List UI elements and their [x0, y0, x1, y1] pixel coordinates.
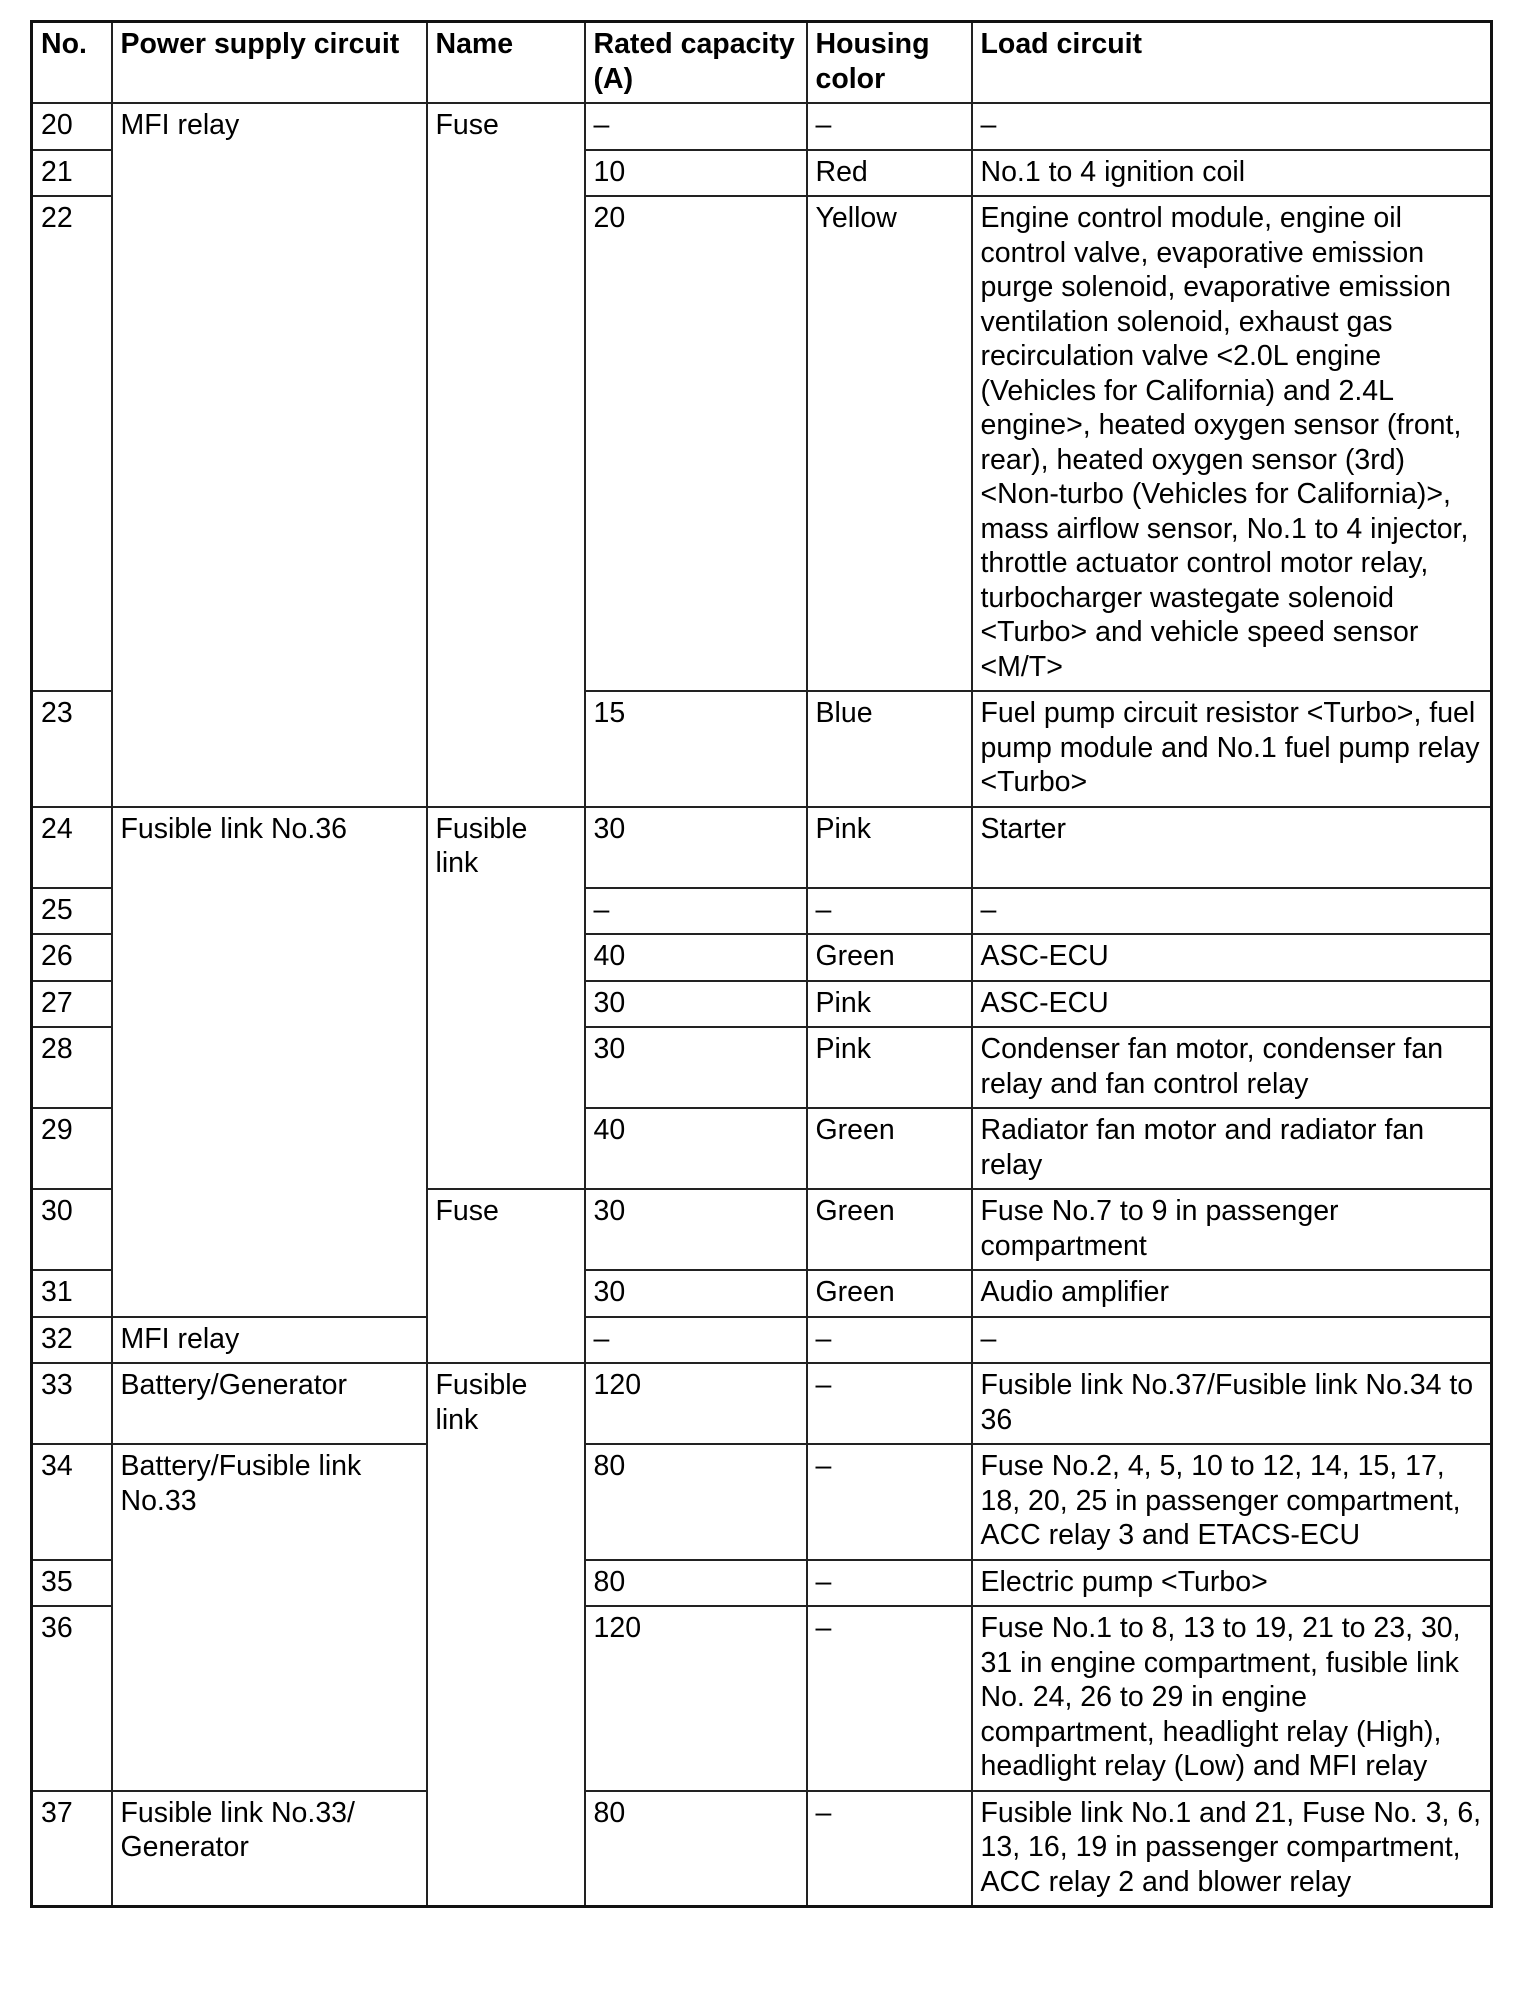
cell-load: Electric pump <Turbo> [972, 1560, 1492, 1607]
cell-load: ASC-ECU [972, 934, 1492, 981]
table-header-row [32, 22, 1492, 104]
cell-capacity: – [585, 1317, 807, 1364]
cell-color: Green [807, 1270, 972, 1317]
cell-color: Green [807, 1189, 972, 1270]
cell-no: 33 [32, 1363, 112, 1444]
cell-color: – [807, 888, 972, 935]
cell-no: 31 [32, 1270, 112, 1317]
cell-no: 28 [32, 1027, 112, 1108]
cell-no: 22 [32, 196, 112, 691]
cell-capacity: 40 [585, 934, 807, 981]
cell-no: 29 [32, 1108, 112, 1189]
cell-no: 20 [32, 103, 112, 150]
cell-power-supply: MFI relay [112, 1317, 427, 1364]
cell-load: Radiator fan motor and radiator fan relay [972, 1108, 1492, 1189]
cell-load: – [972, 1317, 1492, 1364]
cell-power-supply: Fusible link No.36 [112, 807, 427, 1317]
table-row [32, 1791, 1492, 1907]
cell-capacity: 40 [585, 1108, 807, 1189]
cell-no: 26 [32, 934, 112, 981]
header-housing-color: Housing color [807, 22, 972, 104]
cell-load: No.1 to 4 ignition coil [972, 150, 1492, 197]
header-rated-capacity: Rated capacity (A) [585, 22, 807, 104]
cell-name: Fuse [427, 103, 585, 807]
cell-power-supply: Battery/Fusible link No.33 [112, 1444, 427, 1791]
cell-load: Starter [972, 807, 1492, 888]
cell-color: Pink [807, 1027, 972, 1108]
cell-load: Fusible link No.37/Fusible link No.34 to 36 [972, 1363, 1492, 1444]
cell-load: Fuel pump circuit resistor <Turbo>, fuel pump module and No.1 fuel pump relay <Turbo> [972, 691, 1492, 807]
table-row [32, 1444, 1492, 1560]
cell-no: 24 [32, 807, 112, 888]
cell-color: Blue [807, 691, 972, 807]
cell-capacity: 120 [585, 1606, 807, 1791]
cell-color: Pink [807, 981, 972, 1028]
cell-no: 25 [32, 888, 112, 935]
cell-capacity: 80 [585, 1791, 807, 1907]
fuse-table [30, 20, 1493, 1908]
cell-no: 27 [32, 981, 112, 1028]
cell-color: Green [807, 1108, 972, 1189]
cell-capacity: 30 [585, 1027, 807, 1108]
cell-name: Fusible link [427, 1363, 585, 1907]
cell-power-supply: Battery/Generator [112, 1363, 427, 1444]
cell-load: Audio amplifier [972, 1270, 1492, 1317]
cell-capacity: 30 [585, 981, 807, 1028]
cell-no: 37 [32, 1791, 112, 1907]
cell-capacity: 10 [585, 150, 807, 197]
cell-capacity: 80 [585, 1560, 807, 1607]
cell-power-supply: Fusible link No.33/ Generator [112, 1791, 427, 1907]
cell-capacity: 15 [585, 691, 807, 807]
cell-no: 35 [32, 1560, 112, 1607]
cell-load: Fusible link No.1 and 21, Fuse No. 3, 6, 13, 16, 19 in passenger compartment, ACC relay 2 and blower relay [972, 1791, 1492, 1907]
cell-color: Red [807, 150, 972, 197]
cell-no: 23 [32, 691, 112, 807]
header-load-circuit: Load circuit [972, 22, 1492, 104]
header-name: Name [427, 22, 585, 104]
cell-color: – [807, 1606, 972, 1791]
cell-color: – [807, 1363, 972, 1444]
table-row [32, 1317, 1492, 1364]
cell-color: Green [807, 934, 972, 981]
cell-power-supply: MFI relay [112, 103, 427, 807]
cell-capacity: 20 [585, 196, 807, 691]
cell-no: 34 [32, 1444, 112, 1560]
cell-capacity: 30 [585, 807, 807, 888]
cell-load: – [972, 888, 1492, 935]
cell-capacity: 80 [585, 1444, 807, 1560]
cell-no: 36 [32, 1606, 112, 1791]
cell-load: – [972, 103, 1492, 150]
cell-name: Fuse [427, 1189, 585, 1363]
cell-color: – [807, 103, 972, 150]
cell-color: – [807, 1791, 972, 1907]
fuse-table-container [30, 20, 1490, 1908]
header-power-supply-circuit: Power supply circuit [112, 22, 427, 104]
cell-load: Condenser fan motor, condenser fan relay and fan control relay [972, 1027, 1492, 1108]
cell-name: Fusible link [427, 807, 585, 1190]
cell-load: ASC-ECU [972, 981, 1492, 1028]
cell-capacity: 30 [585, 1270, 807, 1317]
cell-no: 21 [32, 150, 112, 197]
cell-capacity: 30 [585, 1189, 807, 1270]
table-row [32, 807, 1492, 888]
table-row [32, 103, 1492, 150]
cell-load: Engine control module, engine oil control valve, evaporative emission purge solenoid, evaporative emission ventilation solenoid, exhaust gas recirculation valve <2.0L engine (Vehicles for California) and 2.4L engine>, heated oxygen sensor (front, rear), heated oxygen sensor (3rd) <Non-turbo (Vehicles for California)>, mass airflow sensor, No.1 to 4 injector, throttle actuator control motor relay, turbocharger wastegate solenoid <Turbo> and vehicle speed sensor <M/T> [972, 196, 1492, 691]
cell-color: – [807, 1317, 972, 1364]
cell-no: 30 [32, 1189, 112, 1270]
table-row [32, 1363, 1492, 1444]
cell-load: Fuse No.1 to 8, 13 to 19, 21 to 23, 30, 31 in engine compartment, fusible link No. 24, 26 to 29 in engine compartment, headlight relay (High), headlight relay (Low) and MFI relay [972, 1606, 1492, 1791]
cell-load: Fuse No.7 to 9 in passenger compartment [972, 1189, 1492, 1270]
cell-no: 32 [32, 1317, 112, 1364]
cell-color: – [807, 1560, 972, 1607]
cell-capacity: 120 [585, 1363, 807, 1444]
cell-capacity: – [585, 888, 807, 935]
cell-load: Fuse No.2, 4, 5, 10 to 12, 14, 15, 17, 18, 20, 25 in passenger compartment, ACC relay 3 and ETACS-ECU [972, 1444, 1492, 1560]
header-no: No. [32, 22, 112, 104]
cell-capacity: – [585, 103, 807, 150]
cell-color: – [807, 1444, 972, 1560]
cell-color: Pink [807, 807, 972, 888]
cell-color: Yellow [807, 196, 972, 691]
